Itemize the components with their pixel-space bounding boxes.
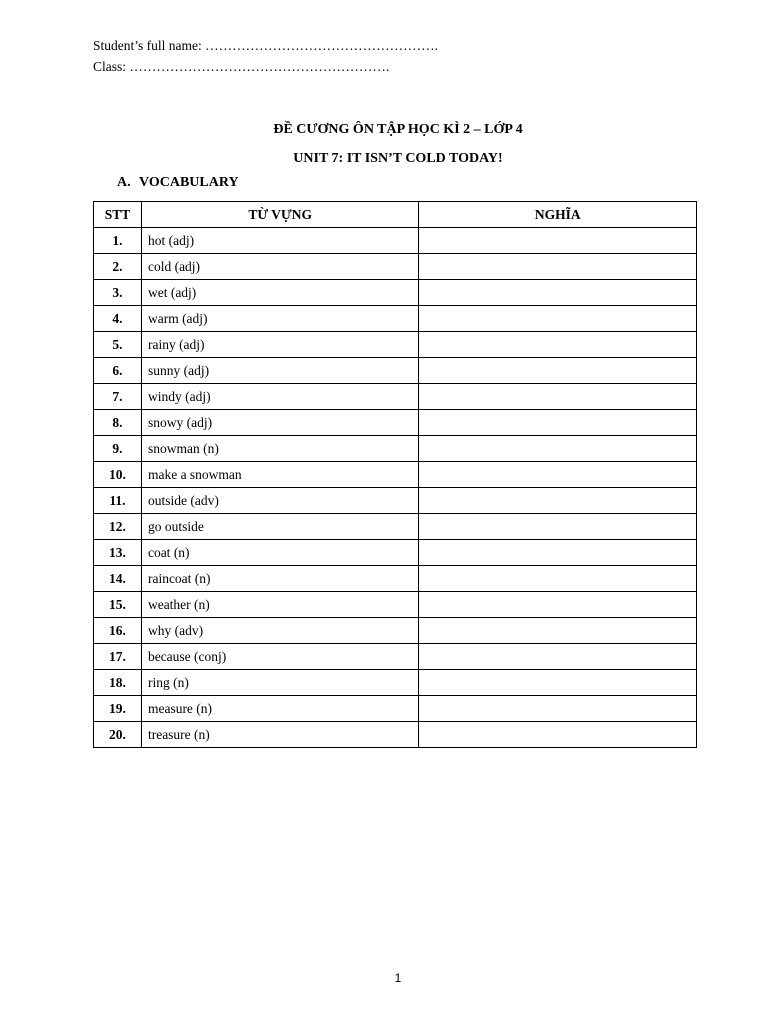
vocabulary-word: warm (adj)	[141, 306, 419, 332]
vocabulary-word: cold (adj)	[141, 254, 419, 280]
row-number: 9.	[94, 436, 142, 462]
header-stt: STT	[94, 202, 142, 228]
row-number: 4.	[94, 306, 142, 332]
row-number: 5.	[94, 332, 142, 358]
table-row	[94, 644, 697, 670]
row-number: 18.	[94, 670, 142, 696]
table-row	[94, 228, 697, 254]
row-number: 20.	[94, 722, 142, 748]
row-number: 1.	[94, 228, 142, 254]
vocabulary-word: treasure (n)	[141, 722, 419, 748]
meaning-cell[interactable]	[419, 618, 697, 644]
row-number: 16.	[94, 618, 142, 644]
meaning-cell[interactable]	[419, 592, 697, 618]
row-number: 17.	[94, 644, 142, 670]
table-row	[94, 592, 697, 618]
row-number: 10.	[94, 462, 142, 488]
vocabulary-word: rainy (adj)	[141, 332, 419, 358]
vocabulary-word: weather (n)	[141, 592, 419, 618]
meaning-cell[interactable]	[419, 436, 697, 462]
row-number: 13.	[94, 540, 142, 566]
row-number: 15.	[94, 592, 142, 618]
row-number: 14.	[94, 566, 142, 592]
vocabulary-word: because (conj)	[141, 644, 419, 670]
meaning-cell[interactable]	[419, 228, 697, 254]
vocabulary-word: outside (adv)	[141, 488, 419, 514]
header-meaning: NGHĨA	[419, 202, 697, 228]
table-row	[94, 436, 697, 462]
vocabulary-table	[93, 201, 697, 748]
table-header-row	[94, 202, 697, 228]
table-row	[94, 384, 697, 410]
vocabulary-word: raincoat (n)	[141, 566, 419, 592]
table-row	[94, 514, 697, 540]
table-row	[94, 540, 697, 566]
meaning-cell[interactable]	[419, 462, 697, 488]
vocabulary-word: windy (adj)	[141, 384, 419, 410]
meaning-cell[interactable]	[419, 358, 697, 384]
table-row	[94, 488, 697, 514]
meaning-cell[interactable]	[419, 696, 697, 722]
table-body	[94, 228, 697, 748]
vocabulary-word: ring (n)	[141, 670, 419, 696]
row-number: 12.	[94, 514, 142, 540]
vocabulary-word: sunny (adj)	[141, 358, 419, 384]
vocabulary-word: make a snowman	[141, 462, 419, 488]
header-vocabulary: TỪ VỰNG	[141, 202, 419, 228]
vocabulary-word: go outside	[141, 514, 419, 540]
table-row	[94, 722, 697, 748]
vocabulary-word: hot (adj)	[141, 228, 419, 254]
row-number: 19.	[94, 696, 142, 722]
row-number: 6.	[94, 358, 142, 384]
table-row	[94, 462, 697, 488]
table-row	[94, 280, 697, 306]
table-row	[94, 670, 697, 696]
meaning-cell[interactable]	[419, 280, 697, 306]
section-letter: A.	[117, 175, 131, 190]
class-line: Class: ………………………………………………….	[93, 59, 390, 74]
meaning-cell[interactable]	[419, 566, 697, 592]
row-number: 8.	[94, 410, 142, 436]
table-row	[94, 410, 697, 436]
row-number: 2.	[94, 254, 142, 280]
vocabulary-word: why (adv)	[141, 618, 419, 644]
row-number: 11.	[94, 488, 142, 514]
meaning-cell[interactable]	[419, 670, 697, 696]
vocabulary-word: snowman (n)	[141, 436, 419, 462]
meaning-cell[interactable]	[419, 306, 697, 332]
page-number: 1	[394, 971, 402, 985]
meaning-cell[interactable]	[419, 410, 697, 436]
row-number: 3.	[94, 280, 142, 306]
section-heading-text: VOCABULARY	[139, 175, 239, 190]
table-row	[94, 358, 697, 384]
table-row	[94, 254, 697, 280]
vocabulary-word: snowy (adj)	[141, 410, 419, 436]
meaning-cell[interactable]	[419, 540, 697, 566]
meaning-cell[interactable]	[419, 514, 697, 540]
meaning-cell[interactable]	[419, 644, 697, 670]
table-row	[94, 696, 697, 722]
table-row	[94, 618, 697, 644]
document-title: ĐỀ CƯƠNG ÔN TẬP HỌC KÌ 2 – LỚP 4	[273, 122, 523, 137]
meaning-cell[interactable]	[419, 488, 697, 514]
meaning-cell[interactable]	[419, 384, 697, 410]
unit-title: UNIT 7: IT ISN’T COLD TODAY!	[293, 151, 503, 166]
table-row	[94, 332, 697, 358]
vocabulary-word: wet (adj)	[141, 280, 419, 306]
student-name-line: Student’s full name: …………………………………………….	[93, 38, 438, 53]
table-row	[94, 306, 697, 332]
meaning-cell[interactable]	[419, 332, 697, 358]
meaning-cell[interactable]	[419, 254, 697, 280]
vocabulary-word: coat (n)	[141, 540, 419, 566]
meaning-cell[interactable]	[419, 722, 697, 748]
section-heading	[117, 174, 239, 192]
vocabulary-word: measure (n)	[141, 696, 419, 722]
table-row	[94, 566, 697, 592]
row-number: 7.	[94, 384, 142, 410]
